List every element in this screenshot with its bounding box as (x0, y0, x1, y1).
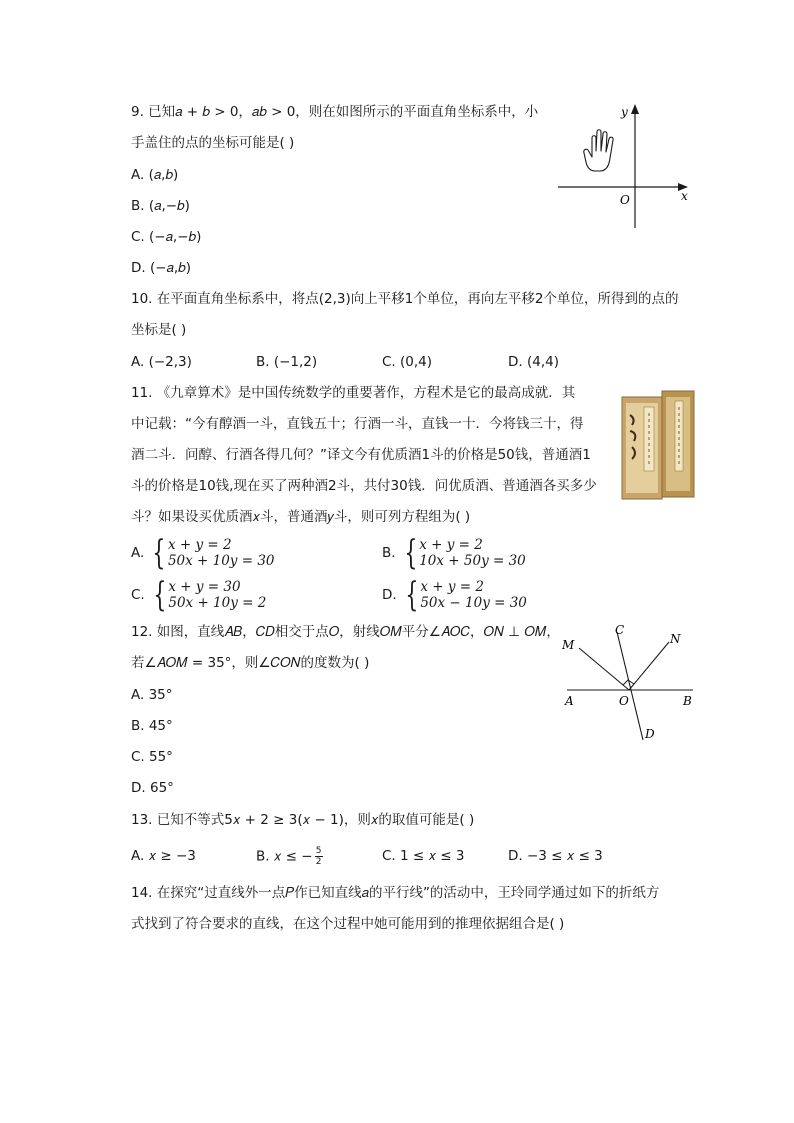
q13-option-b-numerator: 5 (315, 846, 322, 856)
q12-label-o: O (619, 694, 629, 708)
q9-option-b: B. (𝑎,−𝑏) (131, 198, 190, 214)
q12-angle-figure (555, 618, 705, 748)
q13-stem: 13. 已知不等式5𝑥 + 2 ≥ 3(𝑥 − 1)，则𝑥的取值可能是( ) (131, 812, 475, 828)
q9-option-a: A. (𝑎,𝑏) (131, 167, 179, 183)
q11-option-a-eq2: 50𝑥 + 10𝑦 = 30 (167, 553, 275, 569)
q12-option-b: B. 45° (131, 718, 173, 734)
q12-label-d: D (645, 727, 655, 741)
q12-label-c: C (615, 623, 625, 637)
q14-stem-line2: 式找到了符合要求的直线，在这个过程中她可能用到的推理依据组合是( ) (131, 916, 565, 932)
q13-option-a: A. 𝑥 ≥ −3 (131, 848, 196, 864)
q10-stem-line1: 10. 在平面直角坐标系中，将点(2,3)向上平移1个单位，再向左平移2个单位，所得到的点的 (131, 291, 679, 307)
q12-label-n: N (670, 632, 681, 646)
q11-stem-line1: 11. 《九章算术》是中国传统数学的重要著作，方程术是它的最高成就．其 (131, 385, 576, 401)
q10-option-d: D. (4,4) (508, 354, 559, 370)
q11-book-image (620, 385, 696, 503)
q11-option-b-eq1: 𝑥 + 𝑦 = 2 (419, 537, 483, 553)
q12-option-c: C. 55° (131, 749, 173, 765)
q10-option-c: C. (0,4) (382, 354, 433, 370)
q13-option-d: D. −3 ≤ 𝑥 ≤ 3 (508, 848, 603, 864)
q10-option-a: A. (−2,3) (131, 354, 192, 370)
q14-stem-line1: 14. 在探究“过直线外一点𝑃作已知直线𝑎的平行线”的活动中，王玲同学通过如下的折纸方 (131, 885, 660, 901)
q10-stem-line2: 坐标是( ) (131, 322, 187, 338)
q9-option-c: C. (−𝑎,−𝑏) (131, 229, 202, 245)
q11-option-c-eq1: 𝑥 + 𝑦 = 30 (168, 579, 241, 595)
q9-option-d: D. (−𝑎,𝑏) (131, 260, 191, 276)
q13-option-b-fraction (315, 846, 323, 867)
q13-option-b (256, 846, 323, 867)
q11-option-d-eq2: 50𝑥 − 10𝑦 = 30 (420, 595, 527, 611)
q9-y-axis-label: y (621, 105, 628, 119)
q9-stem-line2: 手盖住的点的坐标可能是( ) (131, 135, 295, 151)
q9-origin-label: O (620, 193, 630, 207)
q12-stem-line2: 若∠𝐴𝑂𝑀 = 35°，则∠𝐶𝑂𝑁的度数为( ) (131, 655, 370, 671)
q11-option-c-eq2: 50𝑥 + 10𝑦 = 2 (168, 595, 267, 611)
q12-label-m: M (562, 638, 575, 652)
q9-stem-line1: 9. 已知𝑎 + 𝑏 > 0，𝑎𝑏 > 0，则在如图所示的平面直角坐标系中，小 (131, 104, 539, 120)
q11-option-b (382, 533, 526, 573)
q11-option-c (131, 575, 267, 615)
q12-stem-line1: 12. 如图，直线𝐴𝐵，𝐶𝐷相交于点𝑂，射线𝑂𝑀平分∠𝐴𝑂𝐶，𝑂𝑁 ⊥ 𝑂𝑀， (131, 624, 560, 640)
q11-option-b-eq2: 10𝑥 + 50𝑦 = 30 (419, 553, 526, 569)
q9-x-axis-label: x (681, 189, 688, 203)
q11-option-a (131, 533, 275, 573)
q11-option-d-label: D. (382, 587, 397, 603)
q12-label-b: B (683, 694, 692, 708)
q11-option-b-label: B. (382, 545, 396, 561)
left-brace-icon: { (405, 575, 418, 615)
left-brace-icon: { (152, 533, 166, 573)
left-brace-icon: { (153, 575, 167, 615)
q11-option-a-label: A. (131, 545, 145, 561)
q13-option-c: C. 1 ≤ 𝑥 ≤ 3 (382, 848, 465, 864)
left-brace-icon: { (403, 533, 417, 573)
q13-option-b-denominator: 2 (315, 857, 322, 867)
q11-stem-line5: 斗？如果设买优质酒𝑥斗，普通酒𝑦斗，则可列方程组为( ) (131, 509, 471, 525)
q11-stem-line2: 中记载：“今有醇酒一斗，直钱五十；行酒一斗，直钱一十．今将钱三十，得 (131, 416, 584, 432)
q11-option-c-label: C. (131, 587, 145, 603)
hand-icon (584, 130, 613, 171)
q12-option-a: A. 35° (131, 687, 173, 703)
q11-option-d (382, 575, 527, 615)
q12-label-a: A (565, 694, 574, 708)
q11-option-d-eq1: 𝑥 + 𝑦 = 2 (420, 579, 484, 595)
q11-stem-line4: 斗的价格是10钱,现在买了两种酒2斗，共付30钱．问优质酒、普通酒各买多少 (131, 478, 597, 494)
q9-coordinate-figure (550, 100, 700, 235)
q13-option-b-text: B. 𝑥 ≤ − (256, 848, 313, 865)
q12-option-d: D. 65° (131, 780, 174, 796)
q11-stem-line3: 酒二斗．问醇、行酒各得几何？”译文今有优质酒1斗的价格是50钱，普通酒1 (131, 447, 591, 463)
q11-option-a-eq1: 𝑥 + 𝑦 = 2 (167, 537, 232, 553)
q10-option-b: B. (−1,2) (256, 354, 318, 370)
